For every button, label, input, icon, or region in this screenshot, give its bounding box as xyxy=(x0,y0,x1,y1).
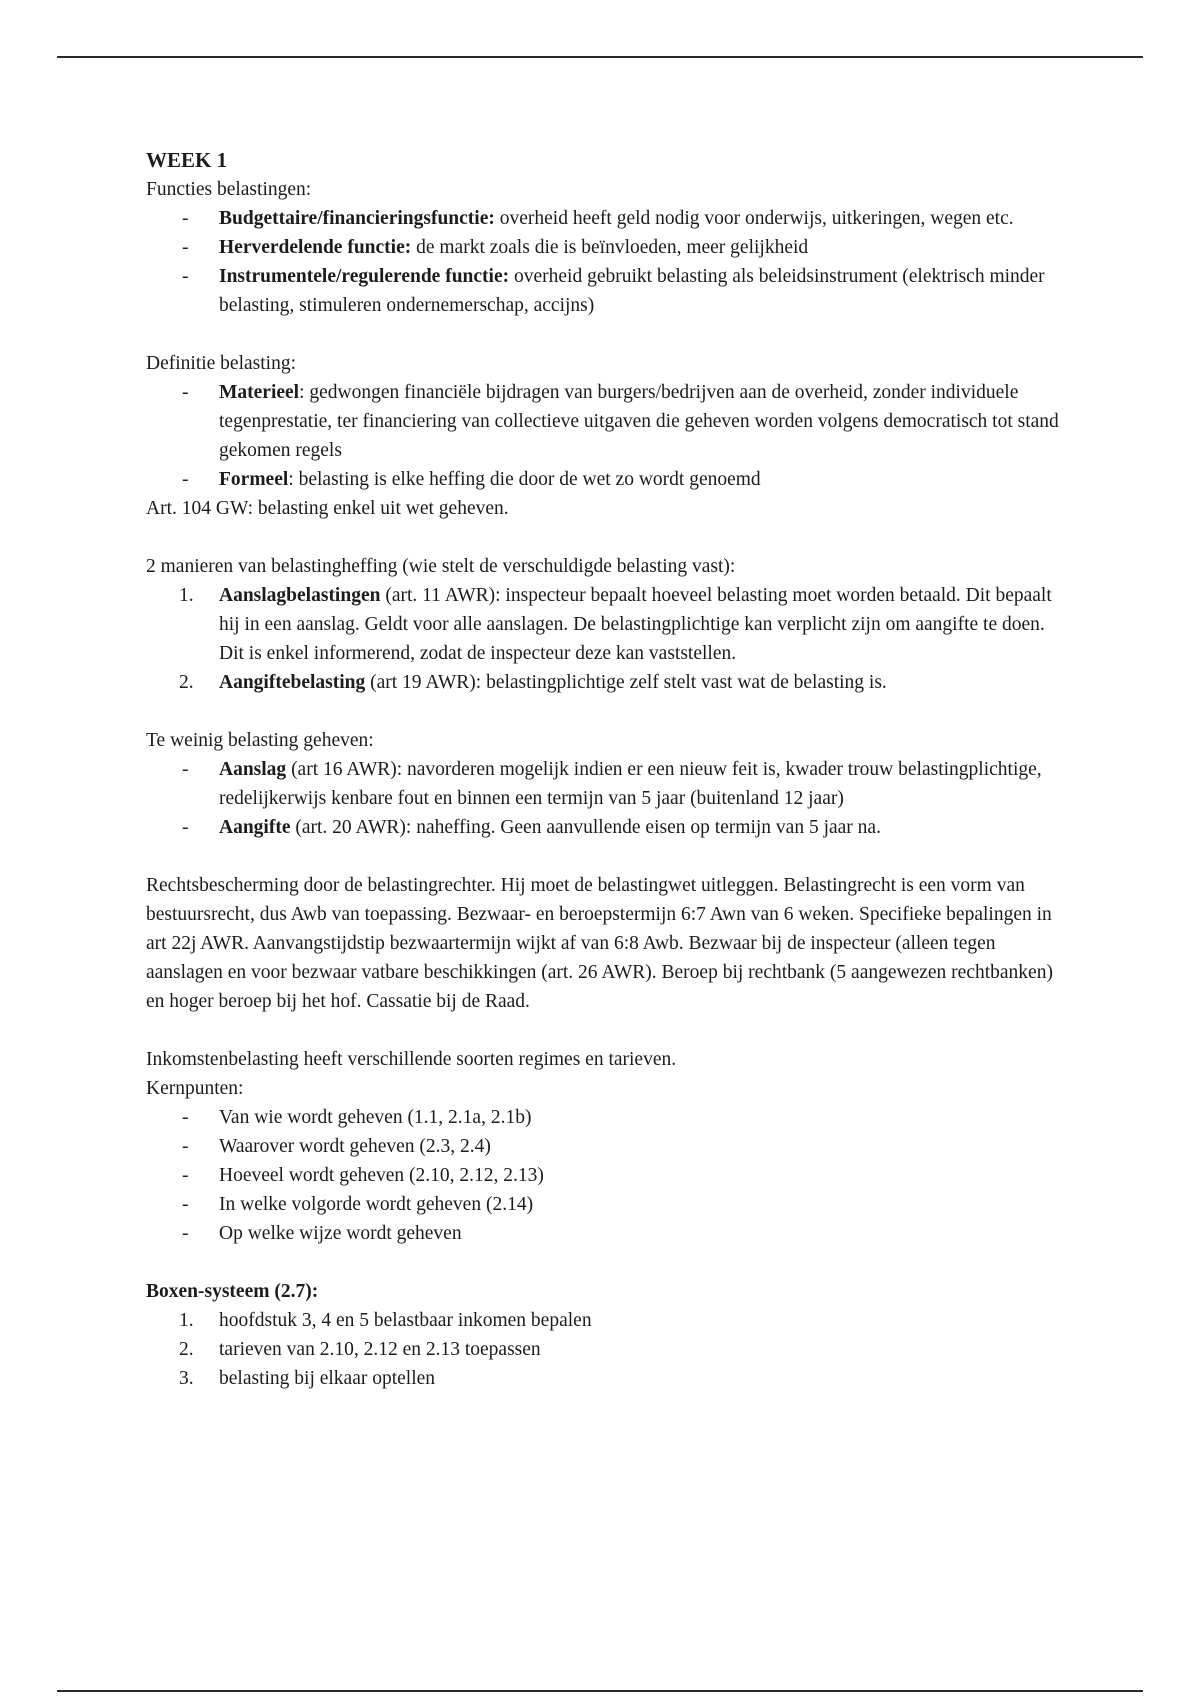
list-item xyxy=(146,1219,1066,1248)
document-page xyxy=(146,145,1066,1393)
definitie-list xyxy=(146,378,1066,494)
term-bold: Aangifte xyxy=(219,817,291,838)
boxen-list xyxy=(146,1306,1066,1393)
dash-marker: - xyxy=(182,1107,189,1128)
list-item xyxy=(146,378,1066,465)
term-bold: Budgettaire/financieringsfunctie: xyxy=(219,208,495,229)
list-item xyxy=(146,262,1066,320)
term-bold: Aanslagbelastingen xyxy=(219,585,381,606)
list-item-text: In welke volgorde wordt geheven (2.14) xyxy=(219,1194,534,1215)
list-item-text: tarieven van 2.10, 2.12 en 2.13 toepassen xyxy=(219,1339,541,1360)
list-item xyxy=(146,1132,1066,1161)
list-item-text: Waarover wordt geheven (2.3, 2.4) xyxy=(219,1136,491,1157)
dash-marker: - xyxy=(182,266,189,287)
number-marker: 2. xyxy=(179,672,194,693)
dash-marker: - xyxy=(182,382,189,403)
term-bold: Instrumentele/regulerende functie: xyxy=(219,266,510,287)
list-item xyxy=(146,1364,1066,1393)
section-heading-boxen: Boxen-systeem (2.7): xyxy=(146,1281,319,1302)
te-weinig-list xyxy=(146,755,1066,842)
list-item-text: Van wie wordt geheven (1.1, 2.1a, 2.1b) xyxy=(219,1107,532,1128)
footer-rule xyxy=(57,1690,1143,1692)
term-text: de markt zoals die is beïnvloeden, meer gelijkheid xyxy=(411,237,809,258)
section-heading-manieren: 2 manieren van belastingheffing (wie stelt de verschuldigde belasting vast): xyxy=(146,556,736,577)
term-text: (art 19 AWR): belastingplichtige zelf stelt vast wat de belasting is. xyxy=(365,672,887,693)
section-heading-kernpunten: Kernpunten: xyxy=(146,1078,244,1099)
dash-marker: - xyxy=(182,469,189,490)
term-text: (art 16 AWR): navorderen mogelijk indien er een nieuw feit is, kwader trouw belastingplichtige, redelijkerwijs kenbare fout en binnen een termijn van 5 jaar (buitenland 12 jaar) xyxy=(219,759,1042,809)
term-bold: Aangiftebelasting xyxy=(219,672,366,693)
term-text: overheid gebruikt belasting als beleidsinstrument (elektrisch minder belasting, stimuleren ondernemerschap, accijns) xyxy=(219,266,1045,316)
section-heading-functies: Functies belastingen: xyxy=(146,179,312,200)
dash-marker: - xyxy=(182,1194,189,1215)
dash-marker: - xyxy=(182,1165,189,1186)
term-text: overheid heeft geld nodig voor onderwijs, uitkeringen, wegen etc. xyxy=(494,208,1014,229)
section-heading-definitie: Definitie belasting: xyxy=(146,353,297,374)
list-item xyxy=(146,204,1066,233)
dash-marker: - xyxy=(182,208,189,229)
list-item xyxy=(146,233,1066,262)
list-item xyxy=(146,1306,1066,1335)
section-heading-te-weinig: Te weinig belasting geheven: xyxy=(146,730,374,751)
list-item xyxy=(146,755,1066,813)
dash-marker: - xyxy=(182,237,189,258)
manieren-list xyxy=(146,581,1066,697)
rechtsbescherming-paragraph: Rechtsbescherming door de belastingrechter. Hij moet de belastingwet uitleggen. Belastingrecht is een vorm van bestuursrecht, dus Awb van toepassing. Bezwaar- en beroepstermijn 6:7 Awn van 6 weken. Specifieke bepalingen in art 22j AWR. Aanvangstijdstip bezwaartermijn wijkt af van 6:8 Awb. Bezwaar bij de inspecteur (alleen tegen aanslagen en voor bezwaar vatbare beschikkingen (art. 26 AWR). Beroep bij rechtbank (5 aangewezen rechtbanken) en hoger beroep bij het hof. Cassatie bij de Raad. xyxy=(146,875,1053,1012)
art-note: Art. 104 GW: belasting enkel uit wet geheven. xyxy=(146,498,509,519)
kernpunten-list xyxy=(146,1103,1066,1248)
term-bold: Materieel xyxy=(219,382,300,403)
term-text: : belasting is elke heffing die door de wet zo wordt genoemd xyxy=(288,469,761,490)
number-marker: 1. xyxy=(179,1310,194,1331)
number-marker: 2. xyxy=(179,1339,194,1360)
list-item-text: hoofdstuk 3, 4 en 5 belastbaar inkomen bepalen xyxy=(219,1310,592,1331)
list-item-text: belasting bij elkaar optellen xyxy=(219,1368,436,1389)
functies-list xyxy=(146,204,1066,320)
list-item xyxy=(146,813,1066,842)
page-title: WEEK 1 xyxy=(146,148,228,172)
list-item xyxy=(146,1161,1066,1190)
list-item-text: Op welke wijze wordt geheven xyxy=(219,1223,462,1244)
term-text: (art. 20 AWR): naheffing. Geen aanvullende eisen op termijn van 5 jaar na. xyxy=(290,817,881,838)
list-item xyxy=(146,581,1066,668)
term-text: : gedwongen financiële bijdragen van burgers/bedrijven aan de overheid, zonder individuele tegenprestatie, ter financiering van collectieve uitgaven die geheven worden volgens democratisch tot stand gekomen regels xyxy=(219,382,1059,461)
list-item xyxy=(146,668,1066,697)
term-text: (art. 11 AWR): inspecteur bepaalt hoeveel belasting moet worden betaald. Dit bepaalt hij in een aanslag. Geldt voor alle aanslagen. De belastingplichtige kan verplicht zijn om aangifte te doen. Dit is enkel informerend, zodat de inspecteur deze kan vaststellen. xyxy=(219,585,1052,664)
list-item xyxy=(146,1103,1066,1132)
term-bold: Herverdelende functie: xyxy=(219,237,412,258)
list-item xyxy=(146,1335,1066,1364)
dash-marker: - xyxy=(182,1136,189,1157)
list-item xyxy=(146,1190,1066,1219)
dash-marker: - xyxy=(182,817,189,838)
term-bold: Formeel xyxy=(219,469,289,490)
term-bold: Aanslag xyxy=(219,759,287,780)
header-rule xyxy=(57,56,1143,58)
number-marker: 1. xyxy=(179,585,194,606)
list-item xyxy=(146,465,1066,494)
inkomsten-intro: Inkomstenbelasting heeft verschillende soorten regimes en tarieven. xyxy=(146,1049,677,1070)
number-marker: 3. xyxy=(179,1368,194,1389)
dash-marker: - xyxy=(182,759,189,780)
dash-marker: - xyxy=(182,1223,189,1244)
list-item-text: Hoeveel wordt geheven (2.10, 2.12, 2.13) xyxy=(219,1165,544,1186)
